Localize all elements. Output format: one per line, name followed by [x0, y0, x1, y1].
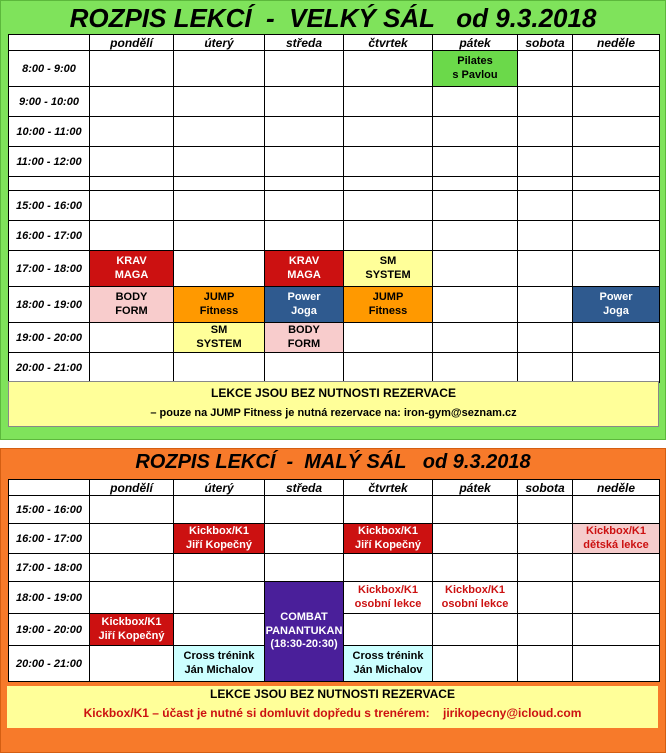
event-combat-panantukan: COMBAT PANANTUKAN (18:30-20:30): [265, 582, 344, 682]
day-header: středa: [265, 480, 344, 496]
day-header: pondělí: [90, 480, 174, 496]
velky-sal-title: ROZPIS LEKCÍ - VELKÝ SÁL od 9.3.2018: [69, 3, 597, 33]
corner-cell: [9, 480, 90, 496]
trainer-email: jirikopecny@icloud.com: [443, 706, 582, 720]
event-body-form: BODY FORM: [265, 323, 344, 353]
day-header: pátek: [433, 480, 518, 496]
maly-sal-notes: [7, 686, 658, 728]
event-krav-maga: KRAV MAGA: [265, 251, 344, 287]
event-power-joga: Power Joga: [265, 287, 344, 323]
table-row: [9, 496, 660, 524]
corner-cell: [9, 35, 90, 51]
time-cell: 18:00 - 19:00: [9, 582, 90, 614]
table-row: [9, 524, 660, 554]
time-cell: 19:00 - 20:00: [9, 614, 90, 646]
time-cell: 9:00 - 10:00: [9, 87, 90, 117]
table-row: [9, 147, 660, 177]
event-kickbox-kids: Kickbox/K1 dětská lekce: [573, 524, 660, 554]
day-header: úterý: [174, 480, 265, 496]
event-kickbox-personal: Kickbox/K1 osobní lekce: [433, 582, 518, 614]
time-cell: 16:00 - 17:00: [9, 524, 90, 554]
table-row: [9, 221, 660, 251]
time-cell: 17:00 - 18:00: [9, 251, 90, 287]
time-cell: 19:00 - 20:00: [9, 323, 90, 353]
event-power-joga: Power Joga: [573, 287, 660, 323]
time-cell: 20:00 - 21:00: [9, 646, 90, 682]
table-row: [9, 323, 660, 353]
time-cell: 17:00 - 18:00: [9, 554, 90, 582]
table-row: [9, 582, 660, 614]
day-header: čtvrtek: [344, 35, 433, 51]
event-sm-system: SM SYSTEM: [344, 251, 433, 287]
maly-sal-title: ROZPIS LEKCÍ - MALÝ SÁL od 9.3.2018: [135, 451, 531, 473]
table-row: [9, 251, 660, 287]
event-cross-trenink: Cross trénink Ján Michalov: [174, 646, 265, 682]
time-cell: 18:00 - 19:00: [9, 287, 90, 323]
event-sm-system: SM SYSTEM: [174, 323, 265, 353]
day-header: neděle: [573, 35, 660, 51]
day-header: neděle: [573, 480, 660, 496]
time-cell: 10:00 - 11:00: [9, 117, 90, 147]
day-header: pondělí: [90, 35, 174, 51]
day-header: pátek: [433, 35, 518, 51]
event-cross-trenink: Cross trénink Ján Michalov: [344, 646, 433, 682]
event-kickbox-personal: Kickbox/K1 osobní lekce: [344, 582, 433, 614]
event-kickbox: Kickbox/K1 Jiří Kopečný: [344, 524, 433, 554]
time-cell: 16:00 - 17:00: [9, 221, 90, 251]
event-krav-maga: KRAV MAGA: [90, 251, 174, 287]
table-row: [9, 117, 660, 147]
event-jump-fitness: JUMP Fitness: [174, 287, 265, 323]
kickbox-note-text: Kickbox/K1 – účast je nutné si domluvit dopředu s trenérem:: [83, 706, 430, 720]
day-header: úterý: [174, 35, 265, 51]
day-header: sobota: [518, 480, 573, 496]
day-header: sobota: [518, 35, 573, 51]
table-row: [9, 87, 660, 117]
jump-reservation-note: – pouze na JUMP Fitness je nutná rezervace na: iron-gym@seznam.cz: [150, 407, 517, 419]
kickbox-note: [7, 706, 658, 720]
table-row: [9, 353, 660, 383]
event-kickbox: Kickbox/K1 Jiří Kopečný: [174, 524, 265, 554]
event-jump-fitness: JUMP Fitness: [344, 287, 433, 323]
no-reservation-note: LEKCE JSOU BEZ NUTNOSTI REZERVACE: [210, 687, 455, 701]
table-row: [9, 554, 660, 582]
event-body-form: BODY FORM: [90, 287, 174, 323]
day-header: čtvrtek: [344, 480, 433, 496]
time-cell: 11:00 - 12:00: [9, 147, 90, 177]
table-row: [9, 51, 660, 87]
event-pilates: Pilates s Pavlou: [433, 51, 518, 87]
spacer-row: [9, 177, 660, 191]
maly-sal-schedule: [8, 479, 660, 682]
velky-sal-notes: [8, 381, 659, 427]
table-row: [9, 287, 660, 323]
time-cell: 20:00 - 21:00: [9, 353, 90, 383]
table-row: [9, 191, 660, 221]
time-cell: 15:00 - 16:00: [9, 496, 90, 524]
no-reservation-note: LEKCE JSOU BEZ NUTNOSTI REZERVACE: [211, 386, 456, 400]
event-kickbox: Kickbox/K1 Jiří Kopečný: [90, 614, 174, 646]
day-header: středa: [265, 35, 344, 51]
time-cell: 15:00 - 16:00: [9, 191, 90, 221]
velky-sal-schedule: [8, 34, 660, 383]
time-cell: 8:00 - 9:00: [9, 51, 90, 87]
